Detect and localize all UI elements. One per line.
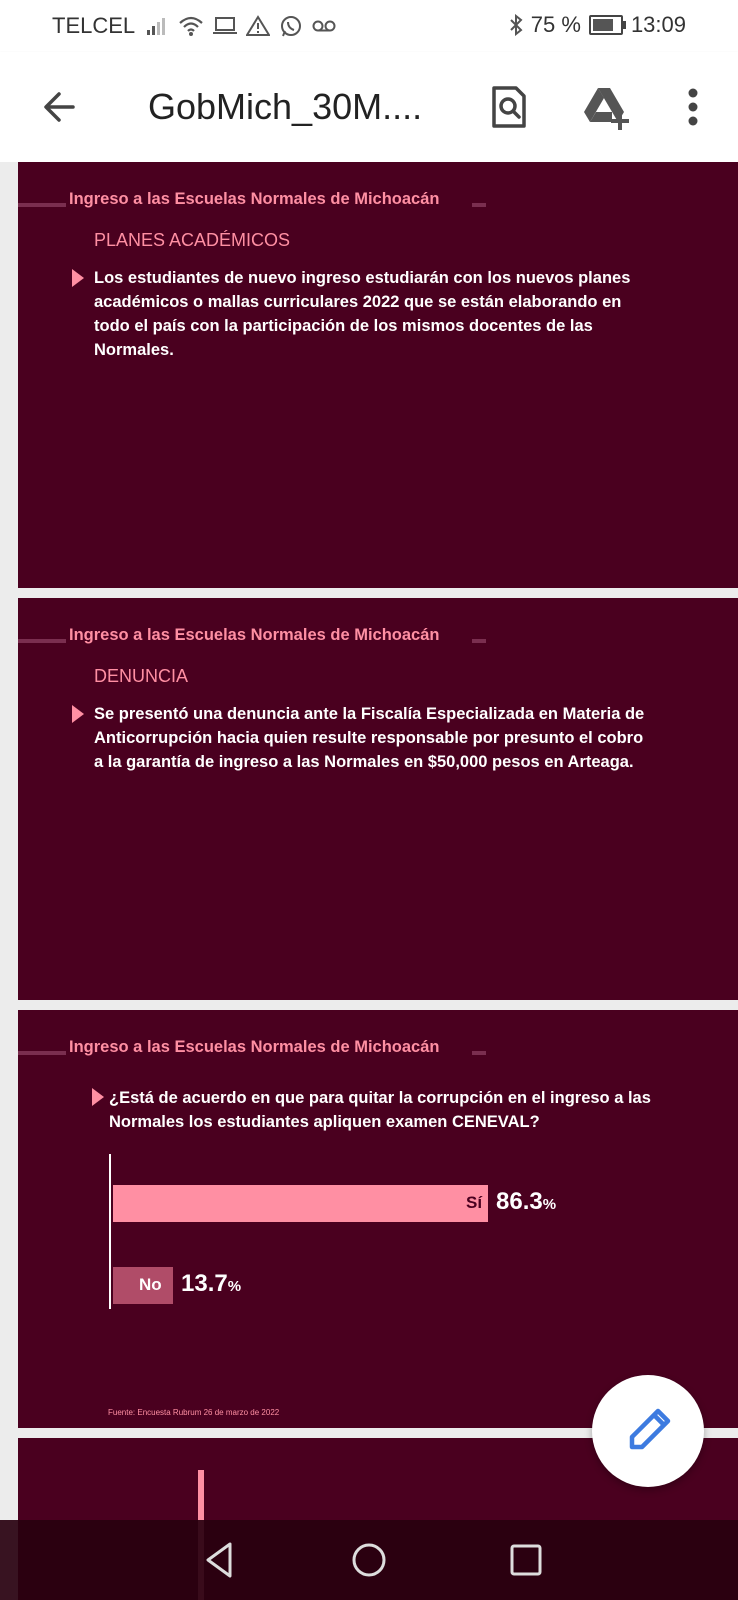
slide-planes-academicos bbox=[18, 162, 738, 588]
nav-home-button[interactable] bbox=[345, 1536, 393, 1584]
bar-value-no bbox=[181, 1270, 241, 1298]
value-unit: % bbox=[542, 1196, 557, 1213]
warning-icon bbox=[246, 15, 270, 37]
back-button[interactable] bbox=[34, 82, 84, 132]
bar-label-no: No bbox=[139, 1275, 162, 1294]
slide-body: Los estudiantes de nuevo ingreso estudiarán con los nuevos planes académicos o mallas curriculares 2022 que se están elaborando en todo el país con la participación de los mismos docentes de las Normales. bbox=[94, 269, 631, 359]
status-bar bbox=[0, 0, 738, 52]
value-unit: % bbox=[227, 1278, 242, 1295]
battery-icon bbox=[589, 15, 623, 35]
chart-axis bbox=[109, 1154, 111, 1309]
battery-fill bbox=[593, 19, 613, 31]
slide-encuesta bbox=[18, 1010, 738, 1428]
find-in-page-icon bbox=[484, 82, 534, 132]
slide-subtitle: DENUNCIA bbox=[94, 666, 189, 686]
bullet-arrow-icon bbox=[72, 705, 84, 723]
edit-icon bbox=[592, 1375, 704, 1487]
slide-header: Ingreso a las Escuelas Normales de Michoacán bbox=[69, 626, 440, 644]
document-title: GobMich_30M.... bbox=[148, 86, 423, 127]
value-number: 86.3 bbox=[496, 1188, 543, 1215]
edit-fab[interactable] bbox=[592, 1375, 704, 1487]
voicemail-icon bbox=[311, 18, 337, 34]
bullet-arrow-icon bbox=[92, 1088, 104, 1106]
nav-recents-button[interactable] bbox=[502, 1536, 550, 1584]
survey-question: ¿Está de acuerdo en que para quitar la corrupción en el ingreso a las Normales los estudiantes apliquen examen CENEVAL? bbox=[109, 1089, 651, 1131]
navigation-bar bbox=[0, 1520, 738, 1600]
add-to-drive-icon bbox=[580, 82, 632, 132]
header-rule bbox=[18, 639, 66, 643]
bar-label-si: Sí bbox=[466, 1193, 483, 1212]
bar-value-si bbox=[496, 1188, 556, 1216]
slide-header: Ingreso a las Escuelas Normales de Michoacán bbox=[69, 190, 440, 208]
battery-percent: 75 % bbox=[530, 12, 581, 37]
recents-square-icon bbox=[502, 1536, 550, 1584]
slide-header: Ingreso a las Escuelas Normales de Michoacán bbox=[69, 1038, 440, 1056]
chart-source: Fuente: Encuesta Rubrum 26 de marzo de 2022 bbox=[108, 1408, 280, 1417]
carrier-name: TELCEL bbox=[52, 13, 136, 38]
slide-denuncia bbox=[18, 598, 738, 1000]
bar-si bbox=[113, 1185, 488, 1222]
signal-icon bbox=[146, 16, 170, 36]
header-rule-tail bbox=[472, 203, 486, 207]
clock: 13:09 bbox=[630, 12, 686, 37]
app-bar bbox=[0, 52, 738, 162]
header-rule bbox=[18, 203, 66, 207]
more-vert-icon bbox=[668, 82, 718, 132]
slide-body: Se presentó una denuncia ante la Fiscalía Especializada en Materia de Anticorrupción hacia quien resulte responsable por presunto el cobro a la garantía de ingreso a las Normales en $50,000 pesos en Arteaga. bbox=[94, 705, 645, 771]
wifi-icon bbox=[178, 15, 204, 37]
find-in-page-button[interactable] bbox=[484, 82, 534, 132]
bluetooth-icon bbox=[509, 14, 523, 36]
header-rule-tail bbox=[472, 1051, 486, 1055]
back-triangle-icon bbox=[196, 1536, 244, 1584]
whatsapp-icon bbox=[279, 14, 303, 38]
nav-back-button[interactable] bbox=[196, 1536, 244, 1584]
header-rule bbox=[18, 1051, 66, 1055]
header-rule-tail bbox=[472, 639, 486, 643]
home-circle-icon bbox=[345, 1536, 393, 1584]
status-right bbox=[509, 12, 686, 38]
value-number: 13.7 bbox=[181, 1270, 228, 1297]
status-icons bbox=[146, 12, 337, 38]
slide-subtitle: PLANES ACADÉMICOS bbox=[94, 230, 291, 250]
laptop-icon bbox=[212, 16, 238, 36]
add-to-drive-button[interactable] bbox=[580, 82, 630, 132]
more-options-button[interactable] bbox=[668, 82, 718, 132]
back-icon bbox=[39, 87, 79, 127]
bullet-arrow-icon bbox=[72, 269, 84, 287]
